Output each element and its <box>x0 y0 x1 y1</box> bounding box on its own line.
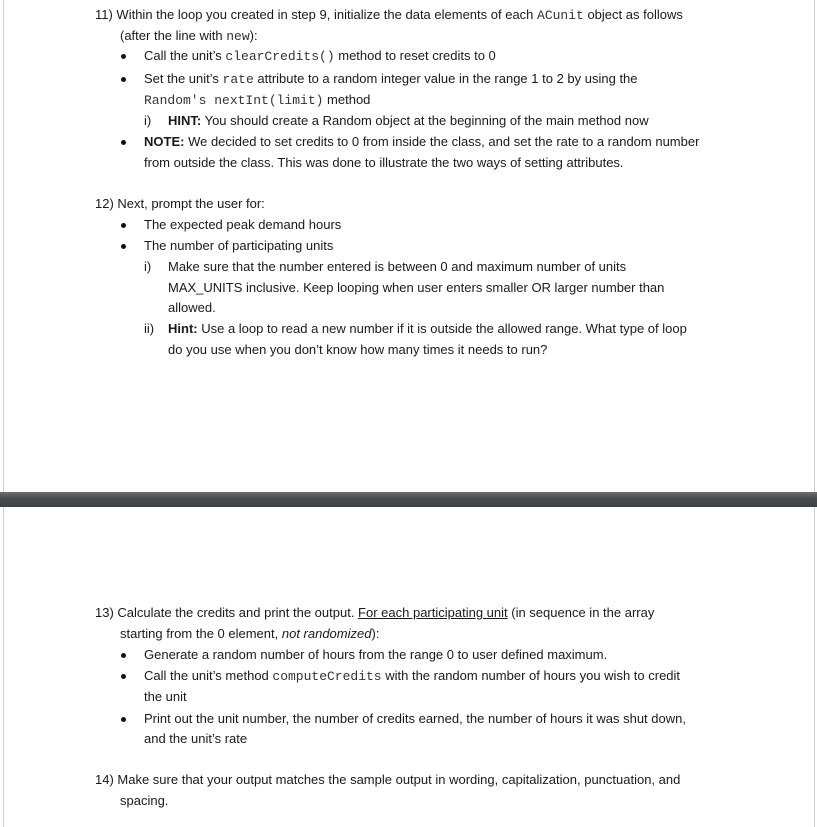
bullet-icon <box>121 244 126 249</box>
step-13-bullet-3-line-2: and the unit’s rate <box>144 731 248 746</box>
step-14-line-1: 14) Make sure that your output matches the sample output in wording, capitalization, punctuation, and <box>95 772 681 787</box>
step-12-item-i-line-2: MAX_UNITS inclusive. Keep looping when user enters smaller OR larger number than <box>168 280 665 295</box>
step-11-note: NOTE: We decided to set credits to 0 from inside the class, and set the rate to a random number <box>144 134 700 149</box>
bullet-icon <box>121 717 126 722</box>
step-11-bullet-2-line-2: Random's nextInt(limit) method <box>144 92 371 108</box>
bullet-icon <box>121 54 126 59</box>
step-13-bullet-1: Generate a random number of hours from the range 0 to user defined maximum. <box>144 647 608 662</box>
step-14-line-2: spacing. <box>120 793 169 808</box>
page-separator <box>0 492 817 507</box>
step-12-item-ii-number: ii) <box>144 321 155 336</box>
bullet-icon <box>121 140 126 145</box>
step-12-item-i-line-1: Make sure that the number entered is between 0 and maximum number of units <box>168 259 627 274</box>
step-12-item-ii-line-2: do you use when you don’t know how many times it needs to run? <box>168 342 548 357</box>
bullet-icon <box>121 653 126 658</box>
step-13-bullet-2-line-2: the unit <box>144 689 187 704</box>
step-12-item-i-number: i) <box>144 259 152 274</box>
step-11-hint-number: i) <box>144 113 152 128</box>
bullet-icon <box>121 77 126 82</box>
step-11-line-2: (after the line with new): <box>120 28 258 44</box>
step-13-bullet-3: Print out the unit number, the number of credits earned, the number of hours it was shut down, <box>144 711 686 726</box>
step-11-bullet-2: Set the unit’s rate attribute to a random integer value in the range 1 to 2 by using the <box>144 71 638 87</box>
step-11-hint: HINT: You should create a Random object at the beginning of the main method now <box>168 113 649 128</box>
bullet-icon <box>121 223 126 228</box>
step-12-item-ii-line-1: Hint: Use a loop to read a new number if it is outside the allowed range. What type of loop <box>168 321 687 336</box>
step-13-line-2: starting from the 0 element, not randomized): <box>120 626 380 641</box>
document-page-2 <box>0 507 817 827</box>
step-13-bullet-2: Call the unit’s method computeCredits with the random number of hours you wish to credit <box>144 668 681 684</box>
step-11-bullet-1: Call the unit’s clearCredits() method to reset credits to 0 <box>144 48 496 64</box>
bullet-icon <box>121 674 126 679</box>
step-13-line-1: 13) Calculate the credits and print the output. For each participating unit (in sequence in the array <box>95 605 655 620</box>
step-11-line-1: 11) Within the loop you created in step 9, initialize the data elements of each ACunit object as follows <box>95 7 683 23</box>
step-12-heading: 12) Next, prompt the user for: <box>95 196 265 211</box>
step-12-bullet-2: The number of participating units <box>144 238 334 253</box>
step-12-item-i-line-3: allowed. <box>168 300 216 315</box>
step-12-bullet-1: The expected peak demand hours <box>144 217 342 232</box>
step-11-note-line-2: from outside the class. This was done to illustrate the two ways of setting attributes. <box>144 155 624 170</box>
